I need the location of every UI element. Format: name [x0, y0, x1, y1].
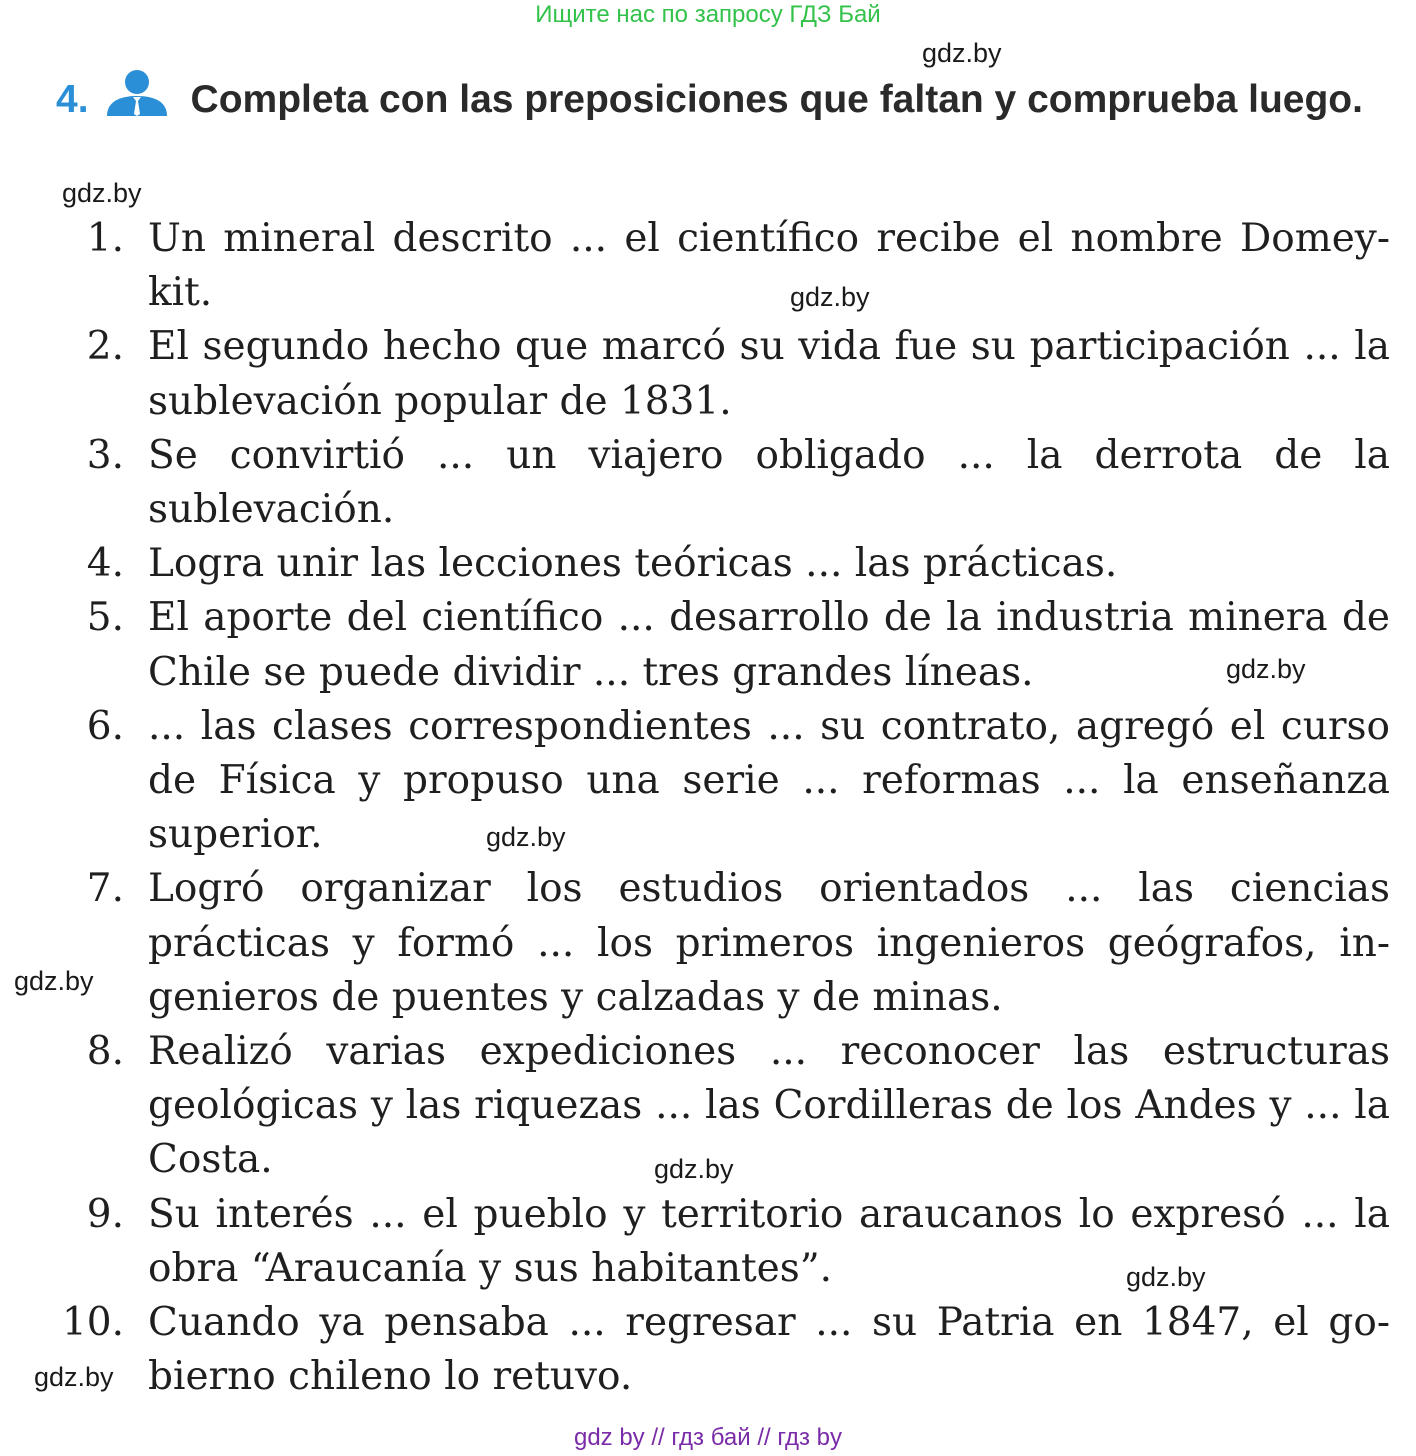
person-icon: [105, 70, 169, 116]
list-item: [50, 862, 1390, 1025]
item-text: ... las clases correspondientes ... su contrato, agregó el curso de Física y propuso una serie ... reformas ... la enseñanza superior.: [148, 703, 1390, 858]
list-item: [50, 320, 1390, 428]
item-text: Se convirtió ... un viajero obligado ... la derrota de la sublevación.: [148, 432, 1390, 533]
watermark: gdz.by: [486, 822, 566, 852]
watermark: gdz.by: [1126, 1262, 1206, 1292]
watermark: gdz.by: [62, 178, 142, 208]
watermark: gdz.by: [922, 38, 1002, 68]
list-item: [50, 429, 1390, 537]
exercise-list: [50, 212, 1390, 1404]
item-number: 10.: [61, 1300, 124, 1346]
item-text: Su interés ... el pueblo y territorio araucanos lo expresó ... la obra “Araucanía y sus habitantes”.: [148, 1191, 1390, 1291]
item-text: El aporte del científico ... desarrollo de la industria minera de Chile se puede dividir ... tres grandes líneas.: [148, 595, 1390, 695]
item-number: 7.: [86, 866, 124, 912]
item-number: 1.: [86, 216, 124, 261]
list-item: [50, 591, 1390, 699]
watermark: gdz.by: [790, 282, 870, 312]
task-instruction: Completa con las preposiciones que faltan y comprueba luego.: [190, 78, 1363, 121]
task-number: 4.: [56, 78, 89, 121]
item-text: Un mineral descrito ... el científico recibe el nombre Domeykit.: [148, 216, 1390, 316]
item-text: Logró organizar los estudios orientados ... las ciencias prácticas y formó ... los primeros ingenieros geógrafos, ingenieros de puentes y calzadas y de minas.: [148, 866, 1390, 1020]
item-number: 4.: [86, 541, 124, 587]
list-item: [50, 700, 1390, 863]
item-text: El segundo hecho que marcó su vida fue su participación ... la sublevación popular de 1831.: [148, 324, 1390, 424]
watermark: gdz.by: [654, 1154, 734, 1184]
watermark: gdz.by: [1226, 654, 1306, 684]
task-heading: [56, 70, 1392, 126]
watermark: gdz.by: [14, 966, 94, 996]
item-number: 5.: [86, 595, 124, 641]
item-number: 6.: [86, 703, 124, 749]
item-number: 8.: [86, 1029, 124, 1075]
list-item: [50, 1188, 1390, 1296]
list-item: [50, 1025, 1390, 1188]
list-item: [50, 212, 1390, 320]
item-number: 3.: [86, 432, 124, 478]
item-number: 2.: [86, 324, 124, 370]
footer-links: gdz by // гдз бай // гдз by: [573, 1424, 843, 1451]
list-item: [50, 537, 1390, 591]
item-text: Realizó varias expediciones ... reconocer las estructuras geológicas y las riquezas ... las Cordilleras de los Andes y ... la Costa.: [148, 1029, 1390, 1183]
item-text: Logra unir las lecciones teóricas ... las prácticas.: [148, 541, 1118, 587]
item-number: 9.: [86, 1191, 124, 1237]
item-text: Cuando ya pensaba ... regresar ... su Patria en 1847, el gobierno chileno lo retuvo.: [148, 1300, 1390, 1400]
list-item: [50, 1296, 1390, 1404]
watermark: gdz.by: [34, 1362, 114, 1392]
top-banner: Ищите нас по запросу ГДЗ Бай: [535, 1, 881, 28]
